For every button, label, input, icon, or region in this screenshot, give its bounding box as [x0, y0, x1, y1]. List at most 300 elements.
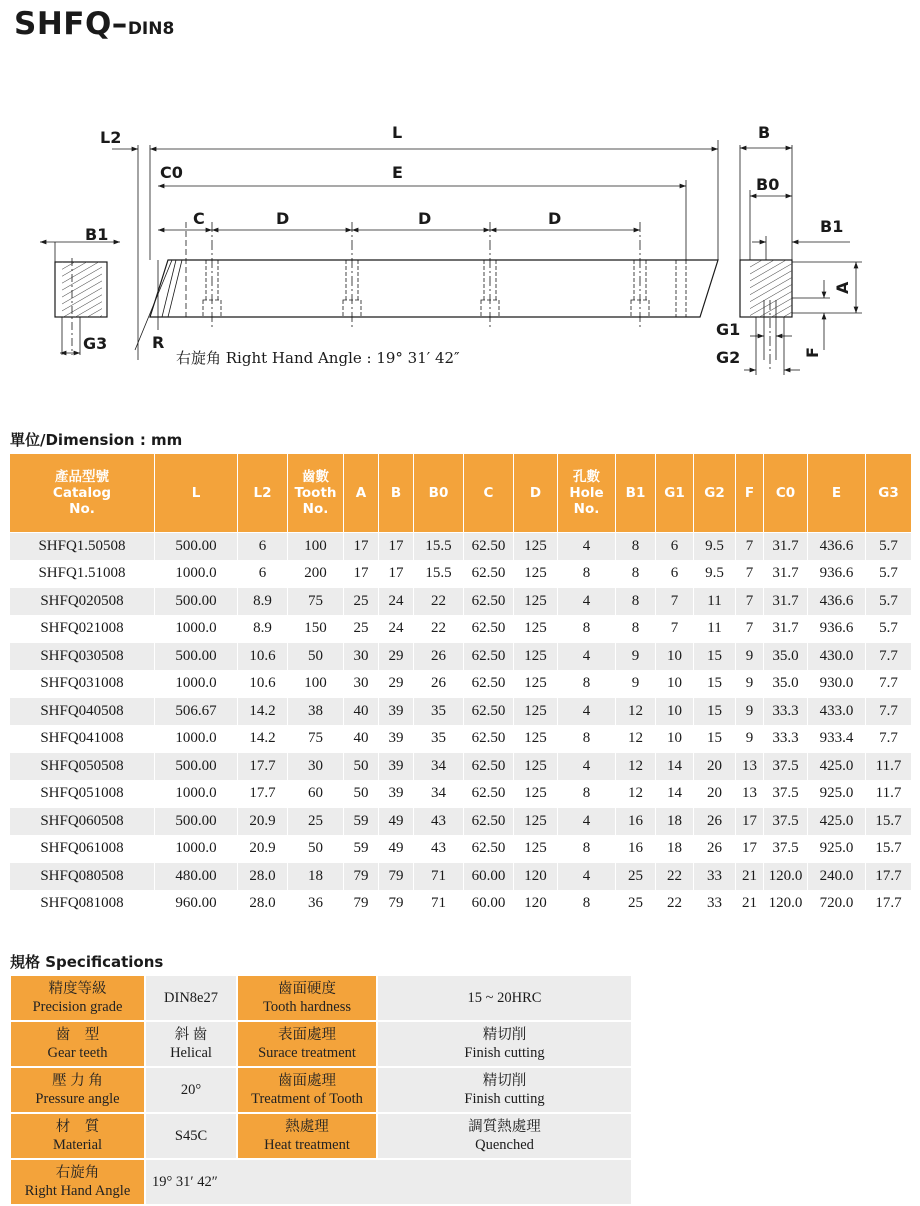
- spec-label-pressure-angle: 壓 力 角 Pressure angle: [10, 1067, 145, 1113]
- label-D-2: D: [418, 209, 432, 228]
- table-cell: SHFQ080508: [10, 863, 155, 891]
- table-cell: 4: [558, 643, 616, 671]
- table-cell: 9: [736, 670, 764, 698]
- spec-label-heat-treatment: 熱處理 Heat treatment: [237, 1113, 377, 1159]
- label-C: C: [193, 209, 205, 228]
- table-cell: 40: [344, 698, 379, 726]
- table-cell: 4: [558, 863, 616, 891]
- table-cell: 8: [558, 560, 616, 588]
- table-cell: 9: [616, 643, 656, 671]
- table-cell: 34: [414, 780, 464, 808]
- table-cell: 49: [379, 835, 414, 863]
- table-cell: 933.4: [808, 725, 866, 753]
- table-cell: 26: [414, 670, 464, 698]
- table-cell: 125: [514, 560, 558, 588]
- spec-label-right-hand-angle: 右旋角 Right Hand Angle: [10, 1159, 145, 1205]
- table-row: [10, 890, 912, 918]
- label-L: L: [392, 123, 403, 142]
- column-header: B1: [616, 454, 656, 533]
- table-cell: 10: [656, 698, 694, 726]
- table-cell: 125: [514, 533, 558, 561]
- table-cell: 26: [694, 835, 736, 863]
- spec-value-tooth-hardness: 15 ~ 20HRC: [377, 975, 632, 1021]
- table-cell: 7.7: [866, 670, 912, 698]
- table-cell: 500.00: [155, 533, 238, 561]
- table-cell: 37.5: [764, 753, 808, 781]
- table-cell: SHFQ1.50508: [10, 533, 155, 561]
- table-cell: SHFQ081008: [10, 890, 155, 918]
- table-cell: 22: [414, 588, 464, 616]
- table-cell: 18: [656, 808, 694, 836]
- table-cell: 18: [288, 863, 344, 891]
- table-row: [10, 698, 912, 726]
- table-cell: 31.7: [764, 533, 808, 561]
- label-B: B: [758, 123, 771, 142]
- column-header: B0: [414, 454, 464, 533]
- rack-body: [150, 260, 718, 317]
- column-header: 產品型號 Catalog No.: [10, 454, 155, 533]
- table-row: [10, 753, 912, 781]
- label-B1-right: B1: [820, 217, 844, 236]
- table-cell: 5.7: [866, 560, 912, 588]
- table-cell: 12: [616, 753, 656, 781]
- table-cell: 20.9: [238, 808, 288, 836]
- table-cell: 62.50: [464, 835, 514, 863]
- table-cell: 17.7: [238, 780, 288, 808]
- table-cell: 433.0: [808, 698, 866, 726]
- table-cell: 60: [288, 780, 344, 808]
- table-cell: 35: [414, 698, 464, 726]
- table-cell: 62.50: [464, 753, 514, 781]
- table-cell: 8.9: [238, 615, 288, 643]
- table-cell: 29: [379, 670, 414, 698]
- column-header: G3: [866, 454, 912, 533]
- label-L2: L2: [100, 128, 122, 147]
- table-cell: 125: [514, 725, 558, 753]
- table-cell: 500.00: [155, 808, 238, 836]
- table-cell: 62.50: [464, 533, 514, 561]
- table-cell: SHFQ030508: [10, 643, 155, 671]
- table-cell: 79: [379, 890, 414, 918]
- table-cell: 33.3: [764, 725, 808, 753]
- table-cell: 150: [288, 615, 344, 643]
- table-cell: 18: [656, 835, 694, 863]
- table-cell: 4: [558, 698, 616, 726]
- column-header: L: [155, 454, 238, 533]
- table-cell: SHFQ021008: [10, 615, 155, 643]
- table-cell: 7: [656, 615, 694, 643]
- table-cell: SHFQ050508: [10, 753, 155, 781]
- table-cell: 4: [558, 753, 616, 781]
- table-cell: 40: [344, 725, 379, 753]
- table-cell: SHFQ020508: [10, 588, 155, 616]
- label-B1-left: B1: [85, 225, 109, 244]
- table-cell: 36: [288, 890, 344, 918]
- spec-value-right-hand-angle: 19° 31′ 42″: [145, 1159, 632, 1205]
- label-G2: G2: [716, 348, 741, 367]
- table-cell: 9: [736, 725, 764, 753]
- table-cell: 71: [414, 863, 464, 891]
- table-cell: 125: [514, 588, 558, 616]
- table-cell: 24: [379, 588, 414, 616]
- table-cell: 26: [694, 808, 736, 836]
- table-row: [10, 643, 912, 671]
- table-cell: 22: [414, 615, 464, 643]
- table-cell: 13: [736, 780, 764, 808]
- label-F: F: [803, 347, 822, 358]
- table-cell: 8.9: [238, 588, 288, 616]
- table-cell: 15.7: [866, 835, 912, 863]
- table-cell: 7: [736, 533, 764, 561]
- table-cell: 33.3: [764, 698, 808, 726]
- table-cell: 480.00: [155, 863, 238, 891]
- table-cell: 7: [736, 615, 764, 643]
- spec-label-gear-teeth: 齒 型 Gear teeth: [10, 1021, 145, 1067]
- spec-value-gear-teeth: 斜 齒 Helical: [145, 1021, 237, 1067]
- table-cell: 7.7: [866, 725, 912, 753]
- table-cell: 4: [558, 588, 616, 616]
- table-cell: 436.6: [808, 533, 866, 561]
- table-cell: 120: [514, 863, 558, 891]
- table-cell: 20: [694, 753, 736, 781]
- table-cell: 12: [616, 780, 656, 808]
- table-cell: 60.00: [464, 890, 514, 918]
- table-cell: 37.5: [764, 780, 808, 808]
- table-cell: 6: [656, 560, 694, 588]
- table-row: [10, 835, 912, 863]
- table-cell: 200: [288, 560, 344, 588]
- table-cell: 39: [379, 753, 414, 781]
- table-cell: 62.50: [464, 780, 514, 808]
- spec-value-material: S45C: [145, 1113, 237, 1159]
- table-cell: 1000.0: [155, 560, 238, 588]
- table-cell: 15.5: [414, 533, 464, 561]
- table-cell: 33: [694, 863, 736, 891]
- table-cell: 25: [344, 615, 379, 643]
- column-header: G1: [656, 454, 694, 533]
- table-cell: 50: [288, 643, 344, 671]
- table-row: [10, 588, 912, 616]
- table-row: [10, 863, 912, 891]
- spec-label-precision-grade: 精度等級 Precision grade: [10, 975, 145, 1021]
- table-cell: 25: [616, 863, 656, 891]
- table-cell: 24: [379, 615, 414, 643]
- table-cell: SHFQ060508: [10, 808, 155, 836]
- table-cell: 60.00: [464, 863, 514, 891]
- column-header: F: [736, 454, 764, 533]
- table-cell: 20.9: [238, 835, 288, 863]
- table-cell: 8: [616, 533, 656, 561]
- table-cell: 31.7: [764, 615, 808, 643]
- column-header: C0: [764, 454, 808, 533]
- table-cell: 34: [414, 753, 464, 781]
- table-cell: 16: [616, 835, 656, 863]
- table-cell: 8: [558, 670, 616, 698]
- table-cell: 62.50: [464, 670, 514, 698]
- table-cell: 22: [656, 890, 694, 918]
- table-cell: 30: [344, 643, 379, 671]
- spec-label-treatment-of-tooth: 齒面處理 Treatment of Tooth: [237, 1067, 377, 1113]
- table-cell: 12: [616, 698, 656, 726]
- table-cell: 7: [736, 560, 764, 588]
- table-cell: 1000.0: [155, 725, 238, 753]
- table-cell: 10.6: [238, 670, 288, 698]
- table-cell: 6: [238, 560, 288, 588]
- table-cell: 50: [344, 753, 379, 781]
- table-cell: 930.0: [808, 670, 866, 698]
- table-cell: 125: [514, 698, 558, 726]
- table-header-row: [10, 454, 912, 533]
- table-cell: 425.0: [808, 753, 866, 781]
- spec-value-pressure-angle: 20°: [145, 1067, 237, 1113]
- table-cell: 43: [414, 808, 464, 836]
- spec-label-surface-treatment: 表面處理 Surace treatment: [237, 1021, 377, 1067]
- table-cell: 6: [656, 533, 694, 561]
- table-cell: 11.7: [866, 753, 912, 781]
- table-cell: 125: [514, 835, 558, 863]
- table-cell: 43: [414, 835, 464, 863]
- table-cell: 425.0: [808, 808, 866, 836]
- spec-row: [10, 1021, 632, 1067]
- table-row: [10, 560, 912, 588]
- table-cell: 240.0: [808, 863, 866, 891]
- label-C0: C0: [160, 163, 183, 182]
- table-cell: 79: [344, 890, 379, 918]
- table-cell: 125: [514, 643, 558, 671]
- table-cell: 5.7: [866, 588, 912, 616]
- table-cell: 8: [558, 780, 616, 808]
- spec-label-tooth-hardness: 齒面硬度 Tooth hardness: [237, 975, 377, 1021]
- table-cell: 62.50: [464, 560, 514, 588]
- table-cell: SHFQ061008: [10, 835, 155, 863]
- label-D-3: D: [548, 209, 562, 228]
- table-cell: 10.6: [238, 643, 288, 671]
- table-cell: 14: [656, 753, 694, 781]
- table-row: [10, 533, 912, 561]
- column-header: D: [514, 454, 558, 533]
- table-cell: 49: [379, 808, 414, 836]
- label-B0: B0: [756, 175, 780, 194]
- table-cell: 16: [616, 808, 656, 836]
- page-title: [14, 6, 174, 42]
- column-header: A: [344, 454, 379, 533]
- table-cell: 925.0: [808, 835, 866, 863]
- table-cell: 430.0: [808, 643, 866, 671]
- table-cell: SHFQ1.51008: [10, 560, 155, 588]
- table-cell: 500.00: [155, 588, 238, 616]
- table-cell: 11.7: [866, 780, 912, 808]
- table-cell: 35.0: [764, 670, 808, 698]
- table-cell: 100: [288, 670, 344, 698]
- table-cell: 21: [736, 890, 764, 918]
- table-cell: 39: [379, 725, 414, 753]
- table-row: [10, 808, 912, 836]
- table-cell: 59: [344, 835, 379, 863]
- technical-drawing: [0, 100, 920, 400]
- table-cell: 21: [736, 863, 764, 891]
- table-cell: 12: [616, 725, 656, 753]
- table-row: [10, 615, 912, 643]
- table-cell: 79: [379, 863, 414, 891]
- table-cell: 10: [656, 725, 694, 753]
- column-header: 齒數 Tooth No.: [288, 454, 344, 533]
- table-cell: 35.0: [764, 643, 808, 671]
- table-cell: 39: [379, 698, 414, 726]
- table-cell: 120: [514, 890, 558, 918]
- table-cell: 15.7: [866, 808, 912, 836]
- table-cell: 8: [558, 890, 616, 918]
- dimension-table: [9, 453, 912, 918]
- dimension-heading: 單位/Dimension : mm: [10, 431, 183, 449]
- table-cell: 1000.0: [155, 780, 238, 808]
- table-cell: 39: [379, 780, 414, 808]
- table-cell: 120.0: [764, 863, 808, 891]
- table-cell: 1000.0: [155, 835, 238, 863]
- table-cell: 10: [656, 643, 694, 671]
- spec-row: [10, 1113, 632, 1159]
- table-cell: 7.7: [866, 698, 912, 726]
- table-cell: 50: [344, 780, 379, 808]
- spec-value-treatment-of-tooth: 精切削 Finish cutting: [377, 1067, 632, 1113]
- table-cell: 15.5: [414, 560, 464, 588]
- table-cell: 720.0: [808, 890, 866, 918]
- spec-row: [10, 1067, 632, 1113]
- label-G3: G3: [83, 334, 108, 353]
- table-cell: 125: [514, 670, 558, 698]
- table-cell: 62.50: [464, 725, 514, 753]
- table-cell: 20: [694, 780, 736, 808]
- table-cell: 37.5: [764, 808, 808, 836]
- table-cell: 6: [238, 533, 288, 561]
- table-cell: 17: [379, 560, 414, 588]
- table-cell: 17: [379, 533, 414, 561]
- table-cell: 28.0: [238, 890, 288, 918]
- label-R: R: [152, 333, 165, 352]
- table-cell: 7: [736, 588, 764, 616]
- title-main: SHFQ–: [14, 6, 128, 42]
- table-cell: 30: [344, 670, 379, 698]
- label-G1: G1: [716, 320, 741, 339]
- table-cell: 71: [414, 890, 464, 918]
- table-cell: 17: [736, 808, 764, 836]
- table-cell: 125: [514, 780, 558, 808]
- table-cell: 17: [344, 533, 379, 561]
- table-cell: 5.7: [866, 533, 912, 561]
- column-header: L2: [238, 454, 288, 533]
- table-cell: 8: [616, 615, 656, 643]
- table-cell: 15: [694, 725, 736, 753]
- table-cell: 62.50: [464, 615, 514, 643]
- table-cell: 14.2: [238, 725, 288, 753]
- table-cell: 31.7: [764, 560, 808, 588]
- table-cell: 15: [694, 643, 736, 671]
- table-cell: 14.2: [238, 698, 288, 726]
- table-cell: 936.6: [808, 560, 866, 588]
- table-cell: 100: [288, 533, 344, 561]
- label-E: E: [392, 163, 403, 182]
- table-cell: 30: [288, 753, 344, 781]
- table-cell: 125: [514, 808, 558, 836]
- table-row: [10, 725, 912, 753]
- table-cell: 960.00: [155, 890, 238, 918]
- table-cell: 62.50: [464, 588, 514, 616]
- table-cell: 62.50: [464, 808, 514, 836]
- table-cell: 38: [288, 698, 344, 726]
- table-cell: 59: [344, 808, 379, 836]
- table-cell: SHFQ041008: [10, 725, 155, 753]
- column-header: B: [379, 454, 414, 533]
- table-row: [10, 780, 912, 808]
- table-cell: 9: [736, 643, 764, 671]
- table-cell: 936.6: [808, 615, 866, 643]
- table-cell: 28.0: [238, 863, 288, 891]
- right-hand-angle-note: 右旋角 Right Hand Angle : 19° 31′ 42″: [176, 349, 460, 367]
- table-cell: 50: [288, 835, 344, 863]
- table-cell: 31.7: [764, 588, 808, 616]
- spec-row: [10, 1159, 632, 1205]
- table-cell: 120.0: [764, 890, 808, 918]
- table-cell: 75: [288, 588, 344, 616]
- title-sub: DIN8: [127, 19, 175, 39]
- table-cell: 17: [344, 560, 379, 588]
- table-cell: 13: [736, 753, 764, 781]
- table-cell: 79: [344, 863, 379, 891]
- table-row: [10, 670, 912, 698]
- table-cell: 25: [344, 588, 379, 616]
- table-cell: 9.5: [694, 560, 736, 588]
- table-cell: 62.50: [464, 643, 514, 671]
- table-cell: 17.7: [866, 890, 912, 918]
- table-cell: 35: [414, 725, 464, 753]
- table-cell: 1000.0: [155, 670, 238, 698]
- table-cell: 8: [558, 615, 616, 643]
- table-cell: 62.50: [464, 698, 514, 726]
- spec-value-surface-treatment: 精切削 Finish cutting: [377, 1021, 632, 1067]
- spec-value-heat-treatment: 調質熱處理 Quenched: [377, 1113, 632, 1159]
- table-cell: 925.0: [808, 780, 866, 808]
- label-D-1: D: [276, 209, 290, 228]
- table-cell: 11: [694, 588, 736, 616]
- table-cell: 8: [558, 835, 616, 863]
- column-header: G2: [694, 454, 736, 533]
- table-cell: 9: [616, 670, 656, 698]
- table-cell: 500.00: [155, 643, 238, 671]
- specifications-table: [9, 974, 633, 1206]
- table-cell: 5.7: [866, 615, 912, 643]
- table-cell: 7.7: [866, 643, 912, 671]
- table-cell: 15: [694, 698, 736, 726]
- table-cell: 4: [558, 533, 616, 561]
- table-cell: 25: [616, 890, 656, 918]
- column-header: E: [808, 454, 866, 533]
- table-cell: 500.00: [155, 753, 238, 781]
- table-cell: 10: [656, 670, 694, 698]
- table-cell: 15: [694, 670, 736, 698]
- table-cell: 17: [736, 835, 764, 863]
- table-cell: 14: [656, 780, 694, 808]
- table-cell: 125: [514, 615, 558, 643]
- column-header: C: [464, 454, 514, 533]
- table-cell: 125: [514, 753, 558, 781]
- table-cell: SHFQ040508: [10, 698, 155, 726]
- table-cell: 33: [694, 890, 736, 918]
- table-cell: 37.5: [764, 835, 808, 863]
- table-cell: 8: [616, 560, 656, 588]
- table-cell: 75: [288, 725, 344, 753]
- table-cell: 22: [656, 863, 694, 891]
- table-cell: 17.7: [238, 753, 288, 781]
- table-cell: 7: [656, 588, 694, 616]
